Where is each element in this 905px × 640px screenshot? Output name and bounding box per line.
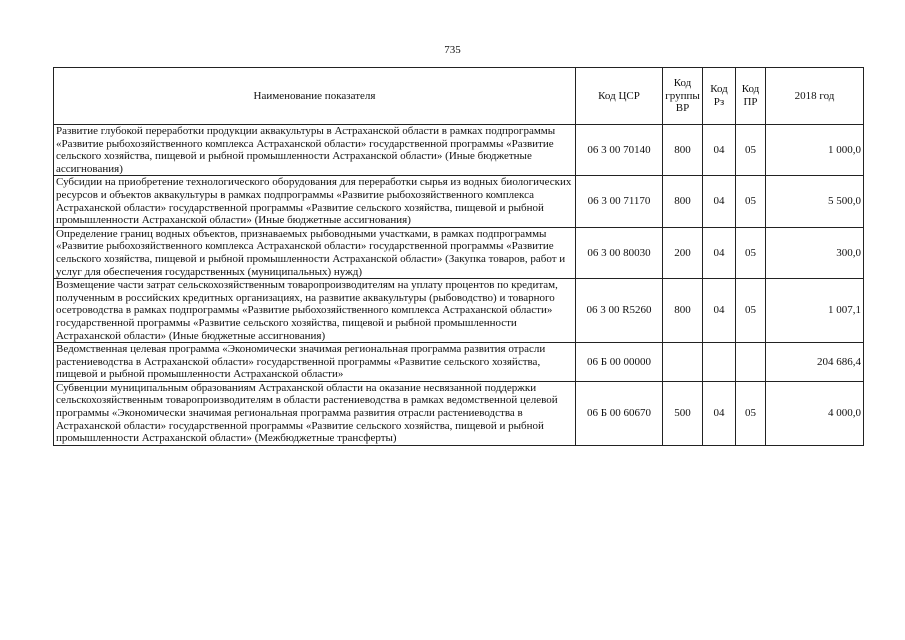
- table-row: [54, 176, 864, 227]
- row-rz-code: 04: [703, 176, 736, 227]
- row-rz-code: 04: [703, 381, 736, 445]
- row-name: Субсидии на приобретение технологического оборудования для переработки сырья из водных биологических ресурсов и объектов аквакультуры в рамках подпрограммы «Развитие рыбохозяйственного комплекса Астраханской области» государственной программы «Развитие сельского хозяйства, пищевой и рыбной промышленности Астраханской области» (Иные бюджетные ассигнования): [54, 176, 576, 227]
- row-vr-code: 800: [663, 176, 703, 227]
- row-pr-code: 05: [736, 125, 766, 176]
- row-name: Развитие глубокой переработки продукции аквакультуры в Астраханской области в рамках подпрограммы «Развитие рыбохозяйственного комплекса Астраханской области» государственной программы «Развитие сельского хозяйства, пищевой и рыбной промышленности Астраханской области» (Иные бюджетные ассигнования): [54, 125, 576, 176]
- row-pr-code: 05: [736, 279, 766, 343]
- row-amount: 204 686,4: [766, 343, 864, 382]
- row-pr-code: 05: [736, 227, 766, 278]
- row-vr-code: 800: [663, 279, 703, 343]
- row-vr-code: 800: [663, 125, 703, 176]
- row-amount: 5 500,0: [766, 176, 864, 227]
- row-csr-code: 06 3 00 80030: [576, 227, 663, 278]
- table-header-row: [54, 68, 864, 125]
- header-csr: Код ЦСР: [576, 68, 663, 125]
- row-amount: 300,0: [766, 227, 864, 278]
- row-name: Ведомственная целевая программа «Экономически значимая региональная программа развития отрасли растениеводства в Астраханской области» государственной программы «Развитие сельского хозяйства, пищевой и рыбной промышленности Астраханской области»: [54, 343, 576, 382]
- row-csr-code: 06 3 00 71170: [576, 176, 663, 227]
- header-year: 2018 год: [766, 68, 864, 125]
- row-csr-code: 06 Б 00 00000: [576, 343, 663, 382]
- table-row: [54, 125, 864, 176]
- row-name: Возмещение части затрат сельскохозяйственным товаропроизводителям на уплату процентов по кредитам, полученным в российских кредитных организациях, на развитие аквакультуры (рыбоводство) и товарного осетроводства в рамках подпрограммы «Развитие рыбохозяйственного комплекса Астраханской области» государственной программы «Развитие сельского хозяйства, пищевой и рыбной промышленности Астраханской области» (Иные бюджетные ассигнования): [54, 279, 576, 343]
- page-number: 735: [444, 44, 461, 56]
- row-amount: 1 007,1: [766, 279, 864, 343]
- table-row: [54, 381, 864, 445]
- row-csr-code: 06 3 00 70140: [576, 125, 663, 176]
- row-csr-code: 06 3 00 R5260: [576, 279, 663, 343]
- table-row: [54, 343, 864, 382]
- row-rz-code: [703, 343, 736, 382]
- row-vr-code: 200: [663, 227, 703, 278]
- table-row: [54, 227, 864, 278]
- row-csr-code: 06 Б 00 60670: [576, 381, 663, 445]
- row-rz-code: 04: [703, 125, 736, 176]
- row-pr-code: 05: [736, 381, 766, 445]
- row-name: Субвенции муниципальным образованиям Астраханской области на оказание несвязанной поддержки сельскохозяйственным товаропроизводителям в области растениеводства в рамках ведомственной целевой программы «Экономически значимая региональная программа развития отрасли растениеводства в Астраханской области» государственной программы «Развитие сельского хозяйства, пищевой и рыбной промышленности Астраханской области» (Межбюджетные трансферты): [54, 381, 576, 445]
- row-vr-code: [663, 343, 703, 382]
- header-rz: Код Рз: [703, 68, 736, 125]
- row-rz-code: 04: [703, 227, 736, 278]
- row-vr-code: 500: [663, 381, 703, 445]
- budget-table: [53, 67, 864, 446]
- header-name: Наименование показателя: [54, 68, 576, 125]
- row-amount: 1 000,0: [766, 125, 864, 176]
- row-pr-code: 05: [736, 176, 766, 227]
- header-pr: Код ПР: [736, 68, 766, 125]
- row-pr-code: [736, 343, 766, 382]
- row-amount: 4 000,0: [766, 381, 864, 445]
- header-vr: Код группы ВР: [663, 68, 703, 125]
- row-name: Определение границ водных объектов, признаваемых рыбоводными участками, в рамках подпрограммы «Развитие рыбохозяйственного комплекса Астраханской области» государственной программы «Развитие сельского хозяйства, пищевой и рыбной промышленности Астраханской области» (Закупка товаров, работ и услуг для обеспечения государственных (муниципальных) нужд): [54, 227, 576, 278]
- row-rz-code: 04: [703, 279, 736, 343]
- table-row: [54, 279, 864, 343]
